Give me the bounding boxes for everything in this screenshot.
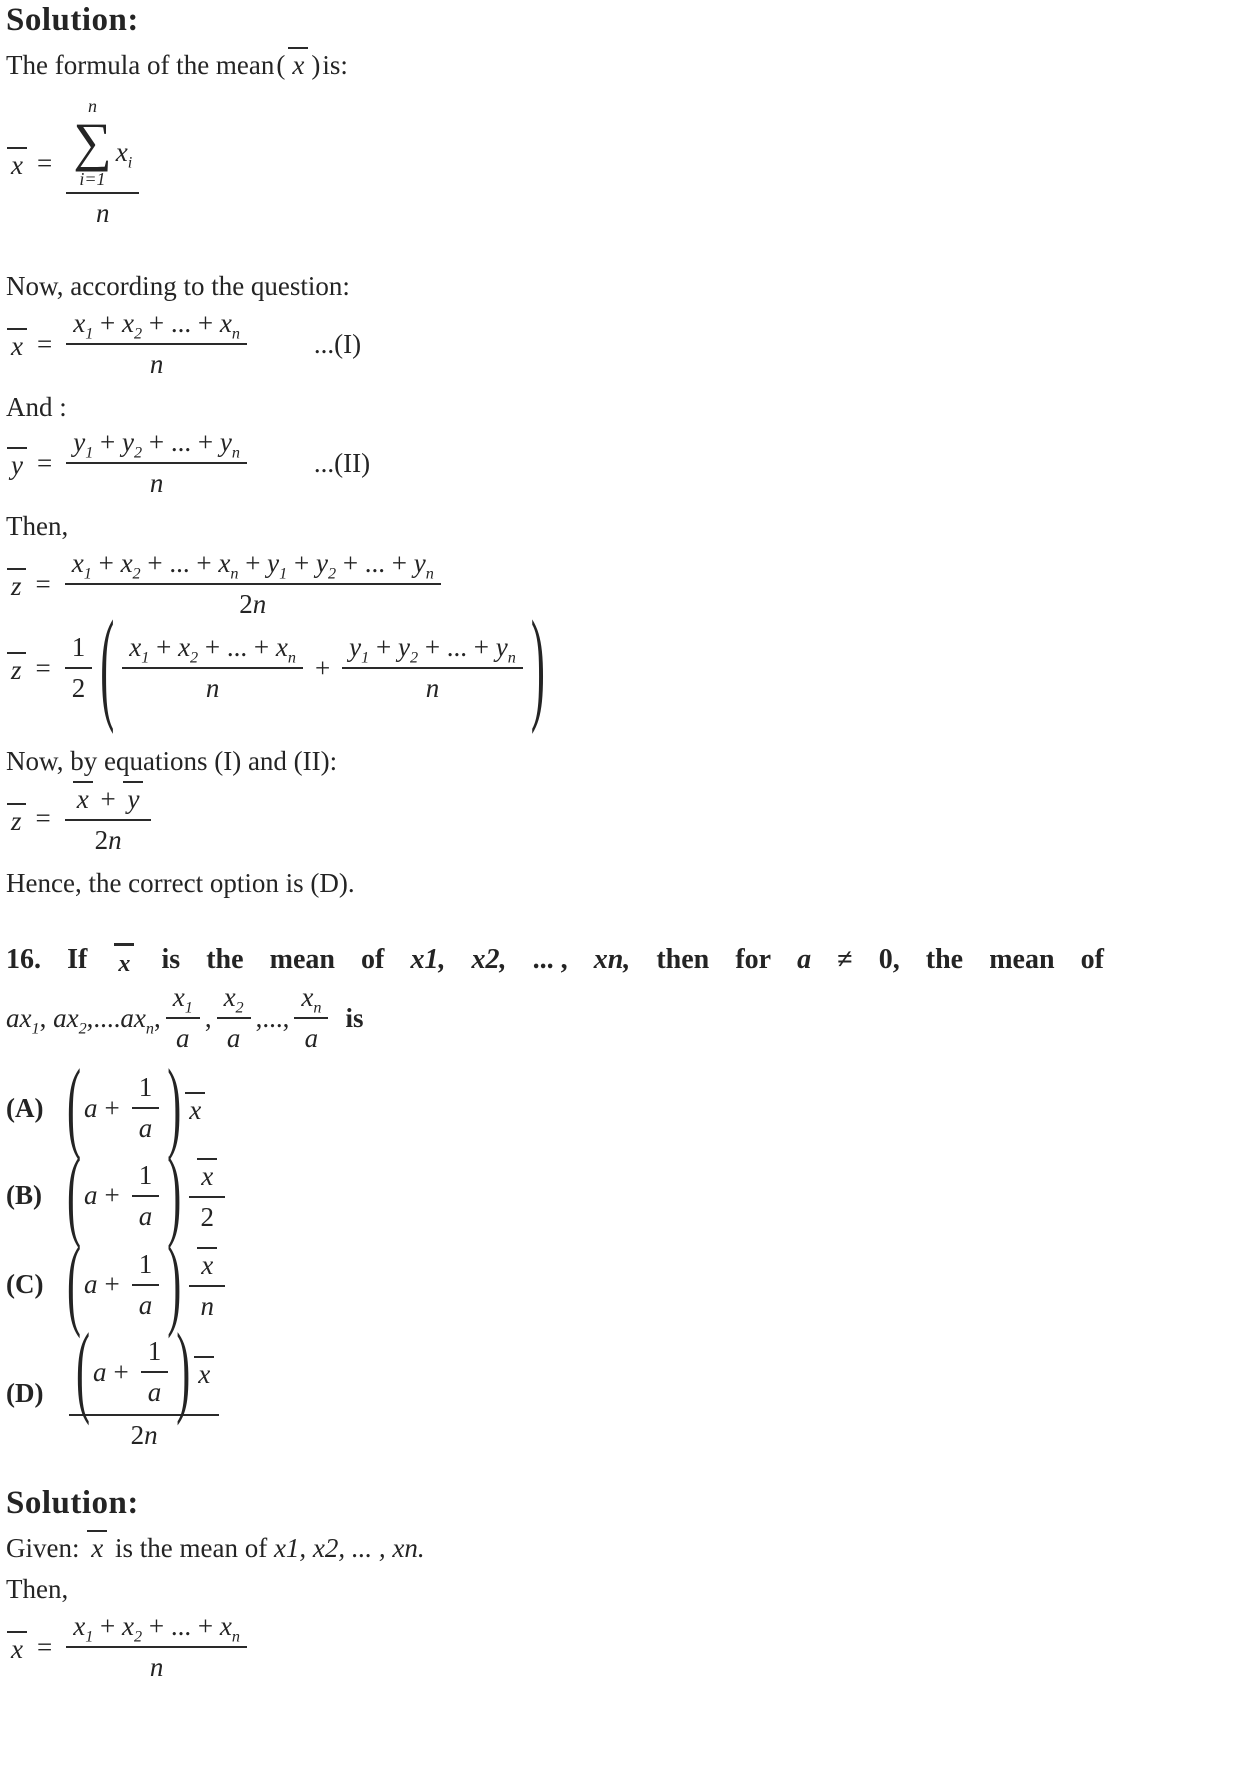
var-a: a bbox=[93, 1356, 107, 1387]
denominator: a bbox=[294, 1017, 328, 1054]
one-over-a bbox=[132, 1160, 160, 1232]
plus-sign: + bbox=[314, 652, 331, 683]
option-D bbox=[6, 1315, 1246, 1451]
xn-over-a bbox=[294, 982, 328, 1054]
sequence-head: $ax_1$, $ax_2,....ax_n$, bbox=[6, 1002, 161, 1038]
given-line bbox=[6, 1530, 1246, 1564]
rparen: ) bbox=[311, 50, 321, 80]
equals-sign: = bbox=[36, 328, 53, 359]
plus-sign: + bbox=[104, 1269, 120, 1300]
hence-line: Hence, the correct option is (D). bbox=[6, 868, 355, 899]
denominator: 2 bbox=[65, 667, 93, 704]
denominator: a bbox=[166, 1017, 200, 1054]
numerator-group bbox=[69, 1315, 219, 1429]
ybar-lhs: y bbox=[7, 447, 27, 479]
by-equations-line: Now, by equations (I) and (II): bbox=[6, 746, 338, 777]
comma: , bbox=[204, 1002, 212, 1033]
numerator: $x_1 + x_2$ + ... + $x_n$ bbox=[73, 1611, 240, 1646]
y-mean-fraction bbox=[342, 632, 523, 704]
denominator: a bbox=[217, 1017, 251, 1054]
intro-text-pre: The formula of the mean bbox=[6, 50, 275, 80]
denominator: n bbox=[342, 667, 523, 704]
big-lparen: ( bbox=[67, 1228, 81, 1341]
numerator: 1 bbox=[71, 632, 86, 663]
xbar-lhs: x bbox=[7, 1631, 27, 1663]
xbar-lhs: x bbox=[7, 147, 27, 179]
big-rparen: ) bbox=[167, 1228, 182, 1341]
one-over-a bbox=[132, 1249, 160, 1321]
denominator: n bbox=[189, 1285, 225, 1322]
equals-sign: = bbox=[36, 147, 53, 178]
big-rparen: ) bbox=[176, 1315, 191, 1429]
sum-argument: $x_i$ bbox=[115, 137, 133, 172]
x2-over-a bbox=[217, 982, 251, 1054]
denominator: n bbox=[66, 462, 247, 499]
denominator: n bbox=[66, 192, 139, 229]
fraction bbox=[66, 427, 247, 499]
final-mean-equation bbox=[6, 1611, 1246, 1683]
sum-upper-limit: n bbox=[87, 96, 97, 116]
numerator: x + y bbox=[65, 781, 152, 819]
solution-heading-1: Solution: bbox=[6, 2, 139, 38]
zbar-result-equation bbox=[6, 781, 1246, 856]
equals-sign: = bbox=[35, 568, 51, 599]
big-rparen: ) bbox=[167, 1051, 182, 1165]
then-line-2: Then, bbox=[6, 1574, 69, 1605]
sigma-stack bbox=[73, 97, 112, 188]
xbar-lhs: x bbox=[7, 328, 27, 360]
numerator: $y_1 + y_2$ + ... + $y_n$ bbox=[73, 427, 240, 462]
option-A-label: (A) bbox=[6, 1092, 44, 1123]
option-C-label: (C) bbox=[6, 1269, 44, 1300]
option-C bbox=[6, 1228, 1246, 1341]
denominator: a bbox=[141, 1371, 169, 1408]
fraction bbox=[65, 548, 441, 620]
var-a: a bbox=[84, 1269, 98, 1300]
and-line: And : bbox=[6, 392, 67, 423]
numerator: $x_1 + x_2$ + ... + $x_n$ bbox=[129, 632, 296, 667]
equals-sign: = bbox=[36, 1631, 53, 1662]
xbar-symbol: x bbox=[87, 1530, 107, 1562]
ellipsis-comma: ,..., bbox=[255, 1002, 290, 1033]
zbar-lhs: z bbox=[7, 652, 26, 684]
numerator: $x_n$ bbox=[301, 982, 322, 1017]
denominator-2n: 2n bbox=[69, 1414, 219, 1451]
zbar-lhs: z bbox=[7, 568, 26, 600]
zbar-combined-equation bbox=[6, 548, 1246, 620]
numerator: x bbox=[189, 1158, 225, 1196]
mean-bar-symbol: x bbox=[288, 47, 308, 79]
equals-sign: = bbox=[35, 803, 51, 834]
now-line: Now, according to the question: bbox=[6, 271, 350, 302]
equation-label-II: ...(II) bbox=[313, 447, 371, 478]
one-half-fraction bbox=[65, 632, 93, 704]
given-variables: x1, x2, ... , xn. bbox=[273, 1533, 425, 1564]
fraction bbox=[66, 97, 139, 229]
plus-sign: + bbox=[104, 1180, 120, 1211]
intro-line bbox=[6, 47, 1246, 81]
given-mid: is the mean of bbox=[114, 1533, 268, 1564]
numerator: x bbox=[189, 1247, 225, 1285]
xbar-over-2 bbox=[189, 1158, 225, 1233]
plus-sign: + bbox=[113, 1356, 129, 1387]
question-16-sequence bbox=[6, 982, 1246, 1054]
equals-sign: = bbox=[35, 652, 51, 683]
numerator: 1 bbox=[138, 1248, 153, 1279]
denominator: n bbox=[66, 1646, 247, 1683]
given-label: Given: bbox=[6, 1533, 80, 1564]
solution-heading-2: Solution: bbox=[6, 1485, 139, 1522]
denominator: n bbox=[66, 343, 247, 380]
plus-sign: + bbox=[104, 1092, 120, 1123]
fraction bbox=[65, 781, 152, 856]
big-lparen: ( bbox=[67, 1051, 81, 1165]
sigma-symbol: ∑ bbox=[73, 112, 112, 172]
one-over-a bbox=[132, 1072, 160, 1144]
big-lparen: ( bbox=[67, 1139, 81, 1252]
option-B bbox=[6, 1139, 1246, 1252]
fraction bbox=[66, 308, 247, 380]
x1-over-a bbox=[166, 982, 200, 1054]
denominator: n bbox=[122, 667, 303, 704]
sum-lower-limit: i=1 bbox=[79, 169, 106, 190]
then-line: Then, bbox=[6, 511, 69, 542]
numerator: 1 bbox=[138, 1072, 153, 1103]
option-D-label: (D) bbox=[6, 1378, 44, 1409]
sum-numerator bbox=[66, 97, 139, 192]
big-rparen: ) bbox=[530, 598, 545, 737]
numerator: $x_1 + x_2$ + ... + $x_n + y_1 + y_2$ + ... + $y_n$ bbox=[71, 548, 434, 583]
is-word: is bbox=[345, 1002, 364, 1033]
zbar-lhs: z bbox=[7, 803, 26, 835]
option-B-label: (B) bbox=[6, 1180, 42, 1211]
numerator: 1 bbox=[147, 1336, 162, 1367]
numerator: $x_1 + x_2$ + ... + $x_n$ bbox=[73, 308, 240, 343]
one-over-a bbox=[141, 1336, 169, 1408]
big-rparen: ) bbox=[167, 1139, 182, 1252]
numerator: $x_2$ bbox=[223, 982, 244, 1017]
equation-II bbox=[6, 427, 1246, 499]
equation-label-I: ...(I) bbox=[313, 328, 362, 359]
big-lparen: ( bbox=[76, 1315, 90, 1429]
intro-text-post: is: bbox=[322, 50, 348, 80]
question-16-statement: 16. If x is the mean of x1, x2, ... , xn, then for a ≠ 0, the mean of bbox=[6, 944, 1104, 978]
denominator: 2n bbox=[65, 819, 152, 856]
numerator: $y_1 + y_2$ + ... + $y_n$ bbox=[349, 632, 516, 667]
denominator: a bbox=[132, 1284, 160, 1321]
denominator: a bbox=[132, 1107, 160, 1144]
denominator: 2 bbox=[189, 1196, 225, 1233]
mean-definition-formula bbox=[6, 97, 1246, 229]
lparen: ( bbox=[276, 50, 286, 80]
xbar-over-n bbox=[189, 1247, 225, 1322]
var-a: a bbox=[84, 1180, 98, 1211]
denominator: a bbox=[132, 1195, 160, 1232]
equals-sign: = bbox=[36, 447, 53, 478]
xbar: x bbox=[185, 1092, 205, 1124]
numerator: $x_1$ bbox=[172, 982, 193, 1017]
outer-fraction bbox=[69, 1315, 219, 1451]
fraction bbox=[66, 1611, 247, 1683]
denominator: 2n bbox=[65, 583, 441, 620]
big-lparen: ( bbox=[100, 598, 115, 737]
equation-I bbox=[6, 308, 1246, 380]
xbar: x bbox=[194, 1356, 214, 1388]
var-a: a bbox=[84, 1092, 98, 1123]
x-mean-fraction bbox=[122, 632, 303, 704]
option-A bbox=[6, 1051, 1246, 1165]
numerator: 1 bbox=[138, 1159, 153, 1190]
